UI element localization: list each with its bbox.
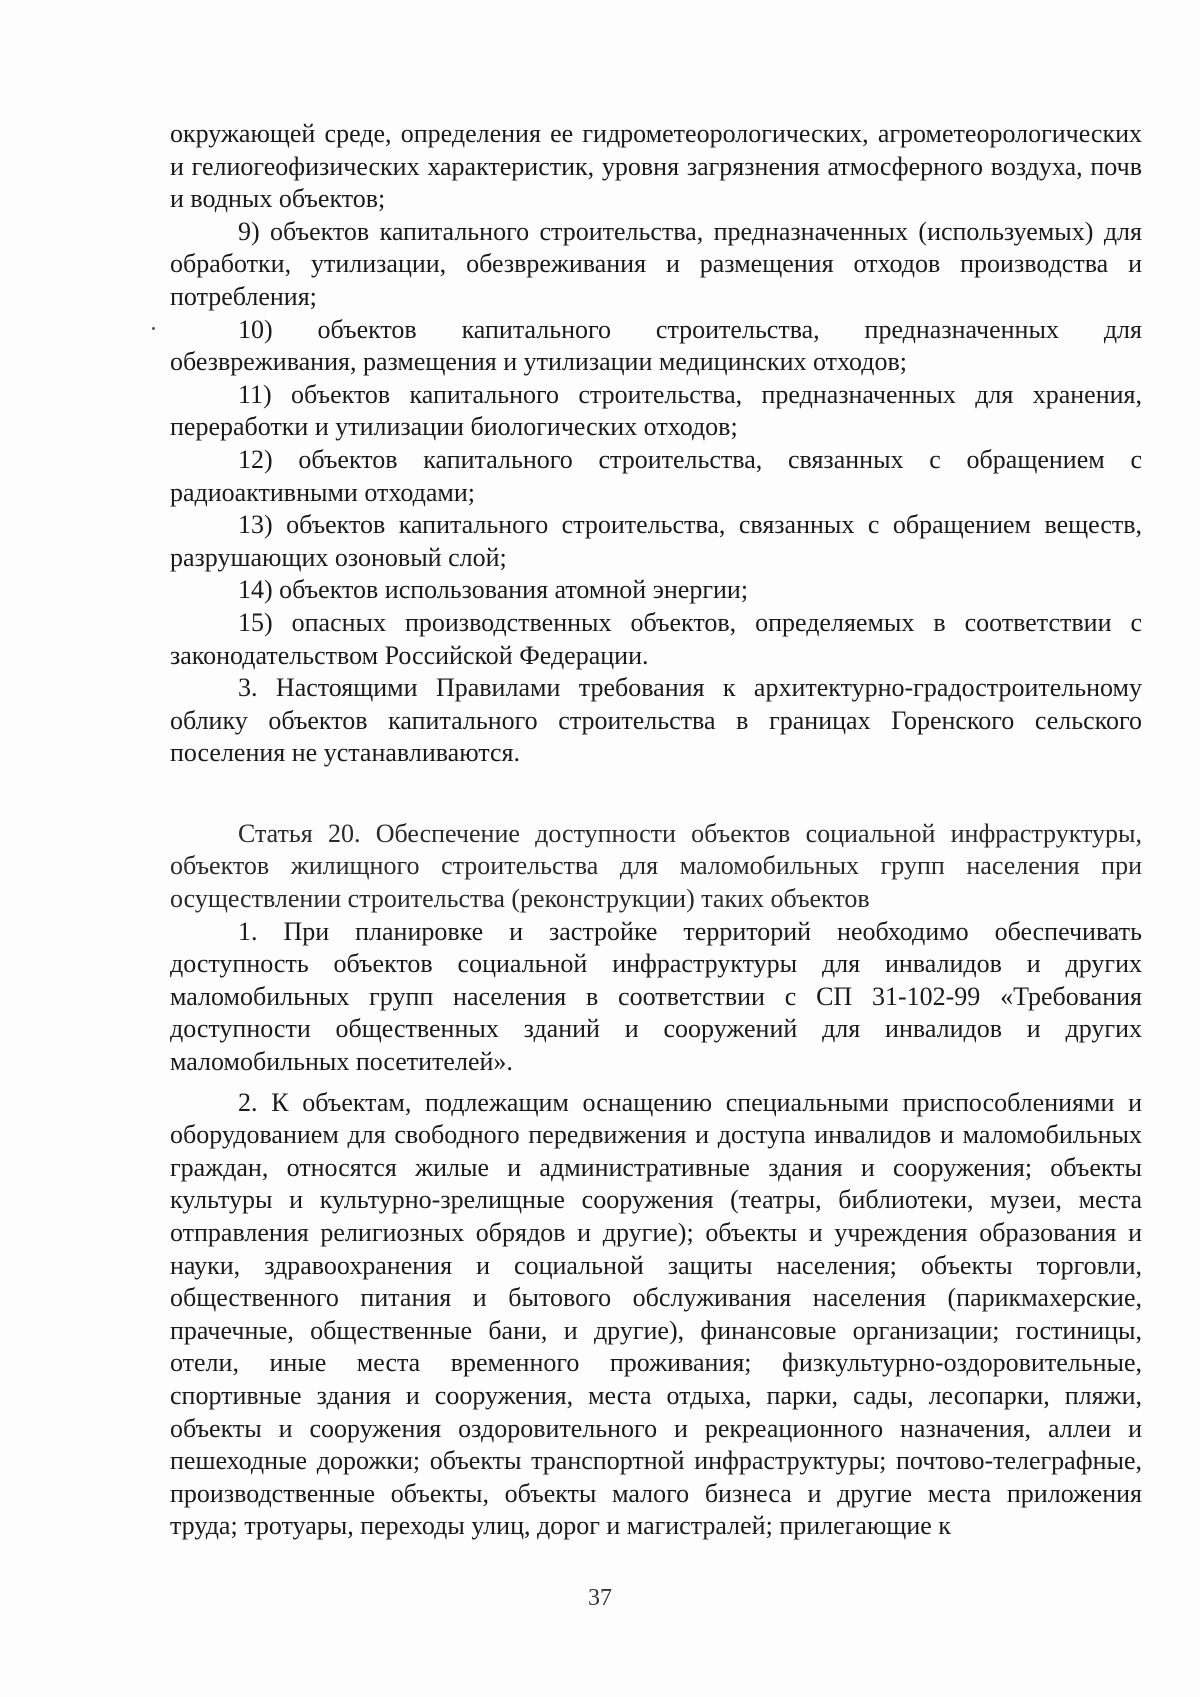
list-item-9: 9) объектов капитального строительства, предназначенных (используемых) для обработки, утилизации, обезвреживания и размещения отходов производства и потребления; — [170, 216, 1142, 311]
list-item-12: 12) объектов капитального строительства, связанных с обращением с радиоактивными отходами; — [170, 444, 1142, 507]
list-item-10: 10) объектов капитального строительства, предназначенных для обезвреживания, размещения и утилизации медицинских отходов; — [170, 314, 1142, 377]
list-item-14: 14) объектов использования атомной энергии; — [238, 575, 749, 605]
paragraph-point-3: 3. Настоящими Правилами требования к архитектурно-градостроительному облику объектов капитального строительства в границах Горенского сельского поселения не устанавливаются. — [170, 673, 1142, 768]
page-number: 37 — [588, 1585, 612, 1611]
paragraph-continuation: окружающей среде, определения ее гидрометеорологических, агрометеорологических и гелиогеофизических характеристик, уровня загрязнения атмосферного воздуха, почв и водных объектов; — [170, 119, 1142, 214]
document-body — [170, 118, 1142, 1543]
stray-dot — [152, 327, 155, 330]
list-item-11: 11) объектов капитального строительства, предназначенных для хранения, переработки и утилизации биологических отходов; — [170, 379, 1142, 442]
list-item-13: 13) объектов капитального строительства, связанных с обращением веществ, разрушающих озоновый слой; — [170, 510, 1142, 572]
list-item-15: 15) опасных производственных объектов, определяемых в соответствии с законодательством Российской Федерации. — [170, 607, 1142, 670]
article-20-heading: Статья 20. Обеспечение доступности объектов социальной инфраструктуры, объектов жилищного строительства для маломобильных групп населения при осуществлении строительства (реконструкции) таких объектов — [170, 818, 1142, 914]
article-20-point-1: 1. При планировке и застройке территорий необходимо обеспечивать доступность объектов социальной инфраструктуры для инвалидов и других маломобильных групп населения в соответствии с СП 31-102-99 «Требования доступности общественных зданий и сооружений для инвалидов и других маломобильных посетителей». — [170, 916, 1142, 1077]
article-20-point-2: 2. К объектам, подлежащим оснащению специальными приспособлениями и оборудованием для свободного передвижения и доступа инвалидов и маломобильных граждан, относятся жилые и административные здания и сооружения; объекты культуры и культурно-зрелищные сооружения (театры, библиотеки, музеи, места отправления религиозных обрядов и другие); объекты и учреждения образования и науки, здравоохранения и социальной защиты населения; объекты торговли, общественного питания и бытового обслуживания населения (парикмахерские, прачечные, общественные бани, и другие), финансовые организации; гостиницы, отели, иные места временного проживания; физкультурно-оздоровительные, спортивные здания и сооружения, места отдыха, парки, сады, лесопарки, пляжи, объекты и сооружения оздоровительного и рекреационного назначения, аллеи и пешеходные дорожки; объекты транспортной инфраструктуры; почтово-телеграфные, производственные объекты, объекты малого бизнеса и другие места приложения труда; тротуары, переходы улиц, дорог и магистралей; прилегающие к — [170, 1087, 1142, 1541]
